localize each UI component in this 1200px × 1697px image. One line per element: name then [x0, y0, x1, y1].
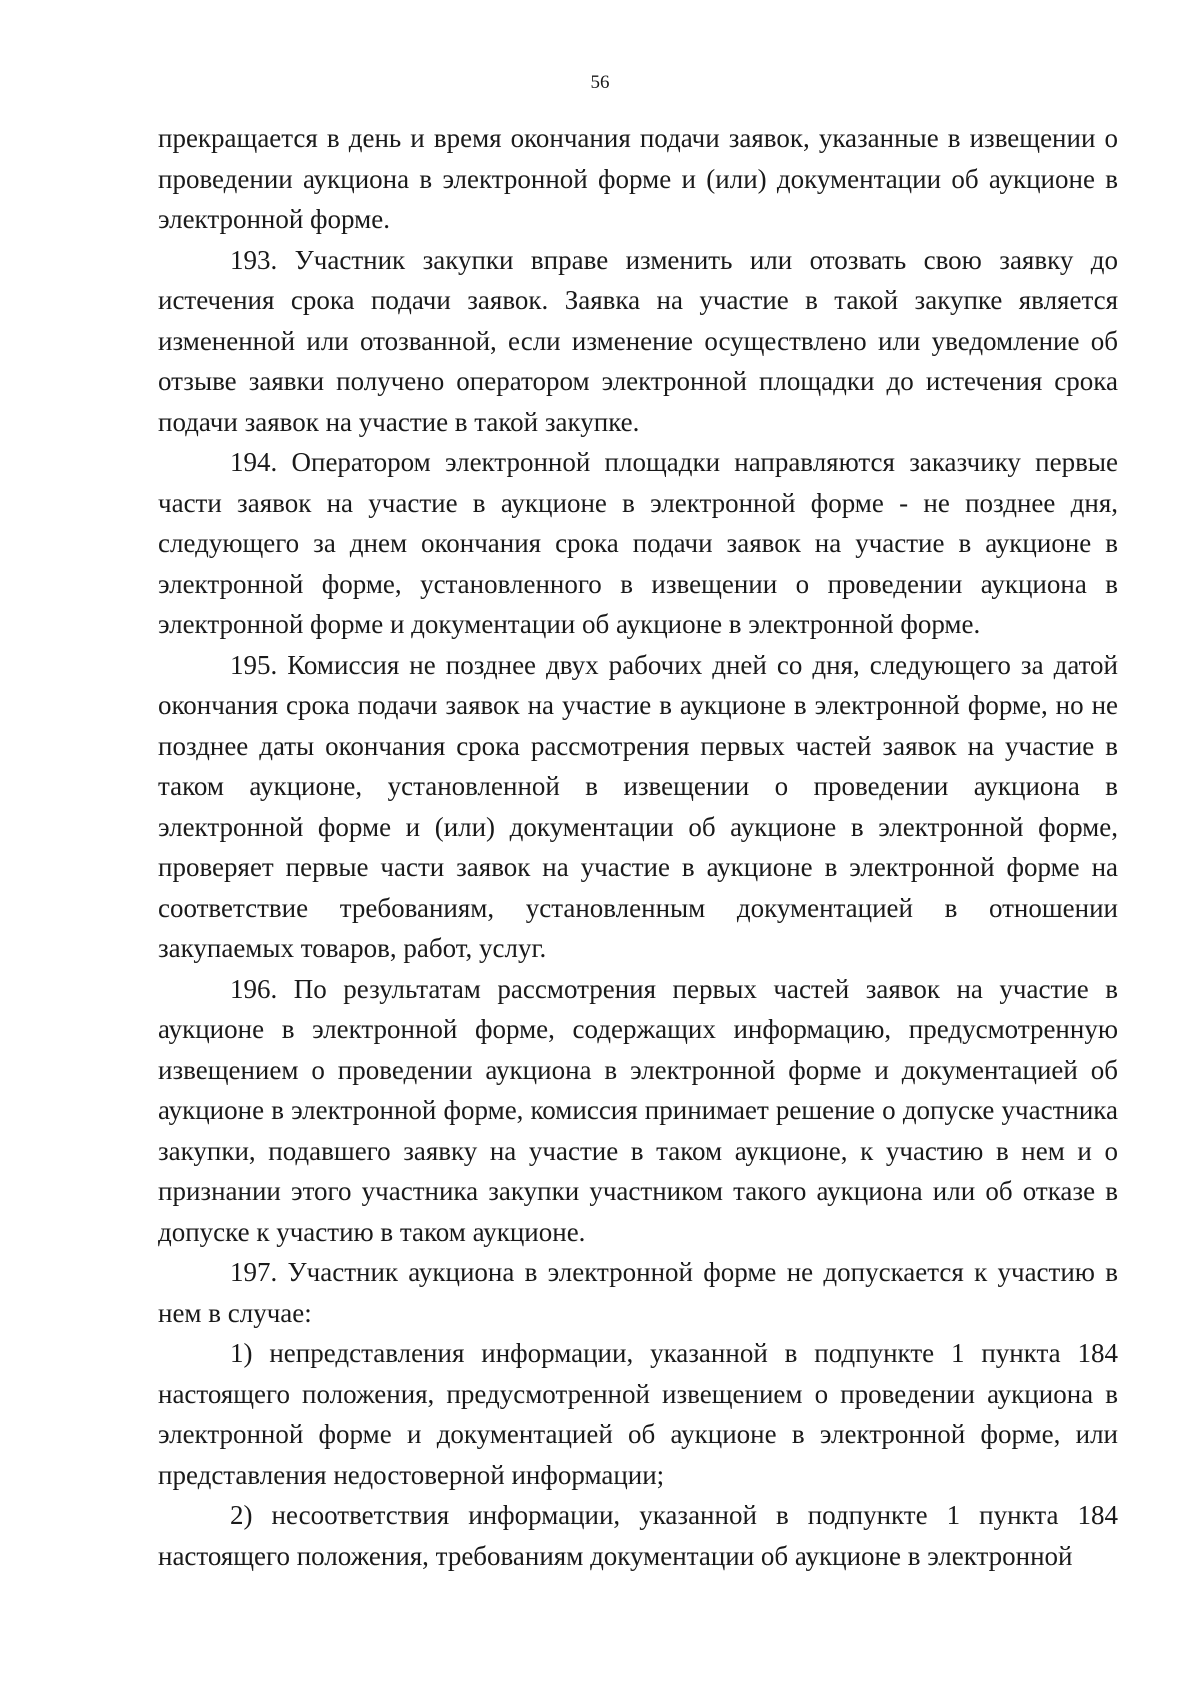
paragraph-continuation: прекращается в день и время окончания подачи заявок, указанные в извещении о проведении аукциона в электронной форме и (или) документации об аукционе в электронной форме.	[158, 123, 1118, 234]
document-body	[158, 118, 1118, 1576]
paragraph-197: 197. Участник аукциона в электронной форме не допускается к участию в нем в случае:	[158, 1257, 1118, 1328]
paragraph-194: 194. Оператором электронной площадки направляются заказчику первые части заявок на участие в аукционе в электронной форме - не позднее дня, следующего за днем окончания срока подачи заявок на участие в аукционе в электронной форме, установленного в извещении о проведении аукциона в электронной форме и документации об аукционе в электронной форме.	[158, 447, 1118, 639]
paragraph-193: 193. Участник закупки вправе изменить или отозвать свою заявку до истечения срока подачи заявок. Заявка на участие в такой закупке является измененной или отозванной, если изменение осуществлено или уведомление об отзыве заявки получено оператором электронной площадки до истечения срока подачи заявок на участие в такой закупке.	[158, 244, 1118, 437]
page-number: 56	[590, 72, 610, 93]
list-item-197-1: 1) непредставления информации, указанной в подпункте 1 пункта 184 настоящего положения, предусмотренной извещением о проведении аукциона в электронной форме и документацией об аукционе в электронной форме, или представления недостоверной информации;	[158, 1338, 1118, 1490]
paragraph-195: 195. Комиссия не позднее двух рабочих дней со дня, следующего за датой окончания срока подачи заявок на участие в аукционе в электронной форме, но не позднее даты окончания срока рассмотрения первых частей заявок на участие в таком аукционе, установленной в извещении о проведении аукциона в электронной форме и (или) документации об аукционе в электронной форме, проверяет первые части заявок на участие в аукционе в электронной форме на соответствие требованиям, установленным документацией в отношении закупаемых товаров, работ, услуг.	[158, 649, 1118, 963]
paragraph-196: 196. По результатам рассмотрения первых частей заявок на участие в аукционе в электронной форме, содержащих информацию, предусмотренную извещением о проведении аукциона в электронной форме и документацией об аукционе в электронной форме, комиссия принимает решение о допуске участника закупки, подавшего заявку на участие в таком аукционе, к участию в нем и о признании этого участника закупки участником такого аукциона или об отказе в допуске к участию в таком аукционе.	[158, 973, 1118, 1247]
list-item-197-2: 2) несоответствия информации, указанной в подпункте 1 пункта 184 настоящего положения, требованиям документации об аукционе в электронной	[158, 1500, 1118, 1571]
